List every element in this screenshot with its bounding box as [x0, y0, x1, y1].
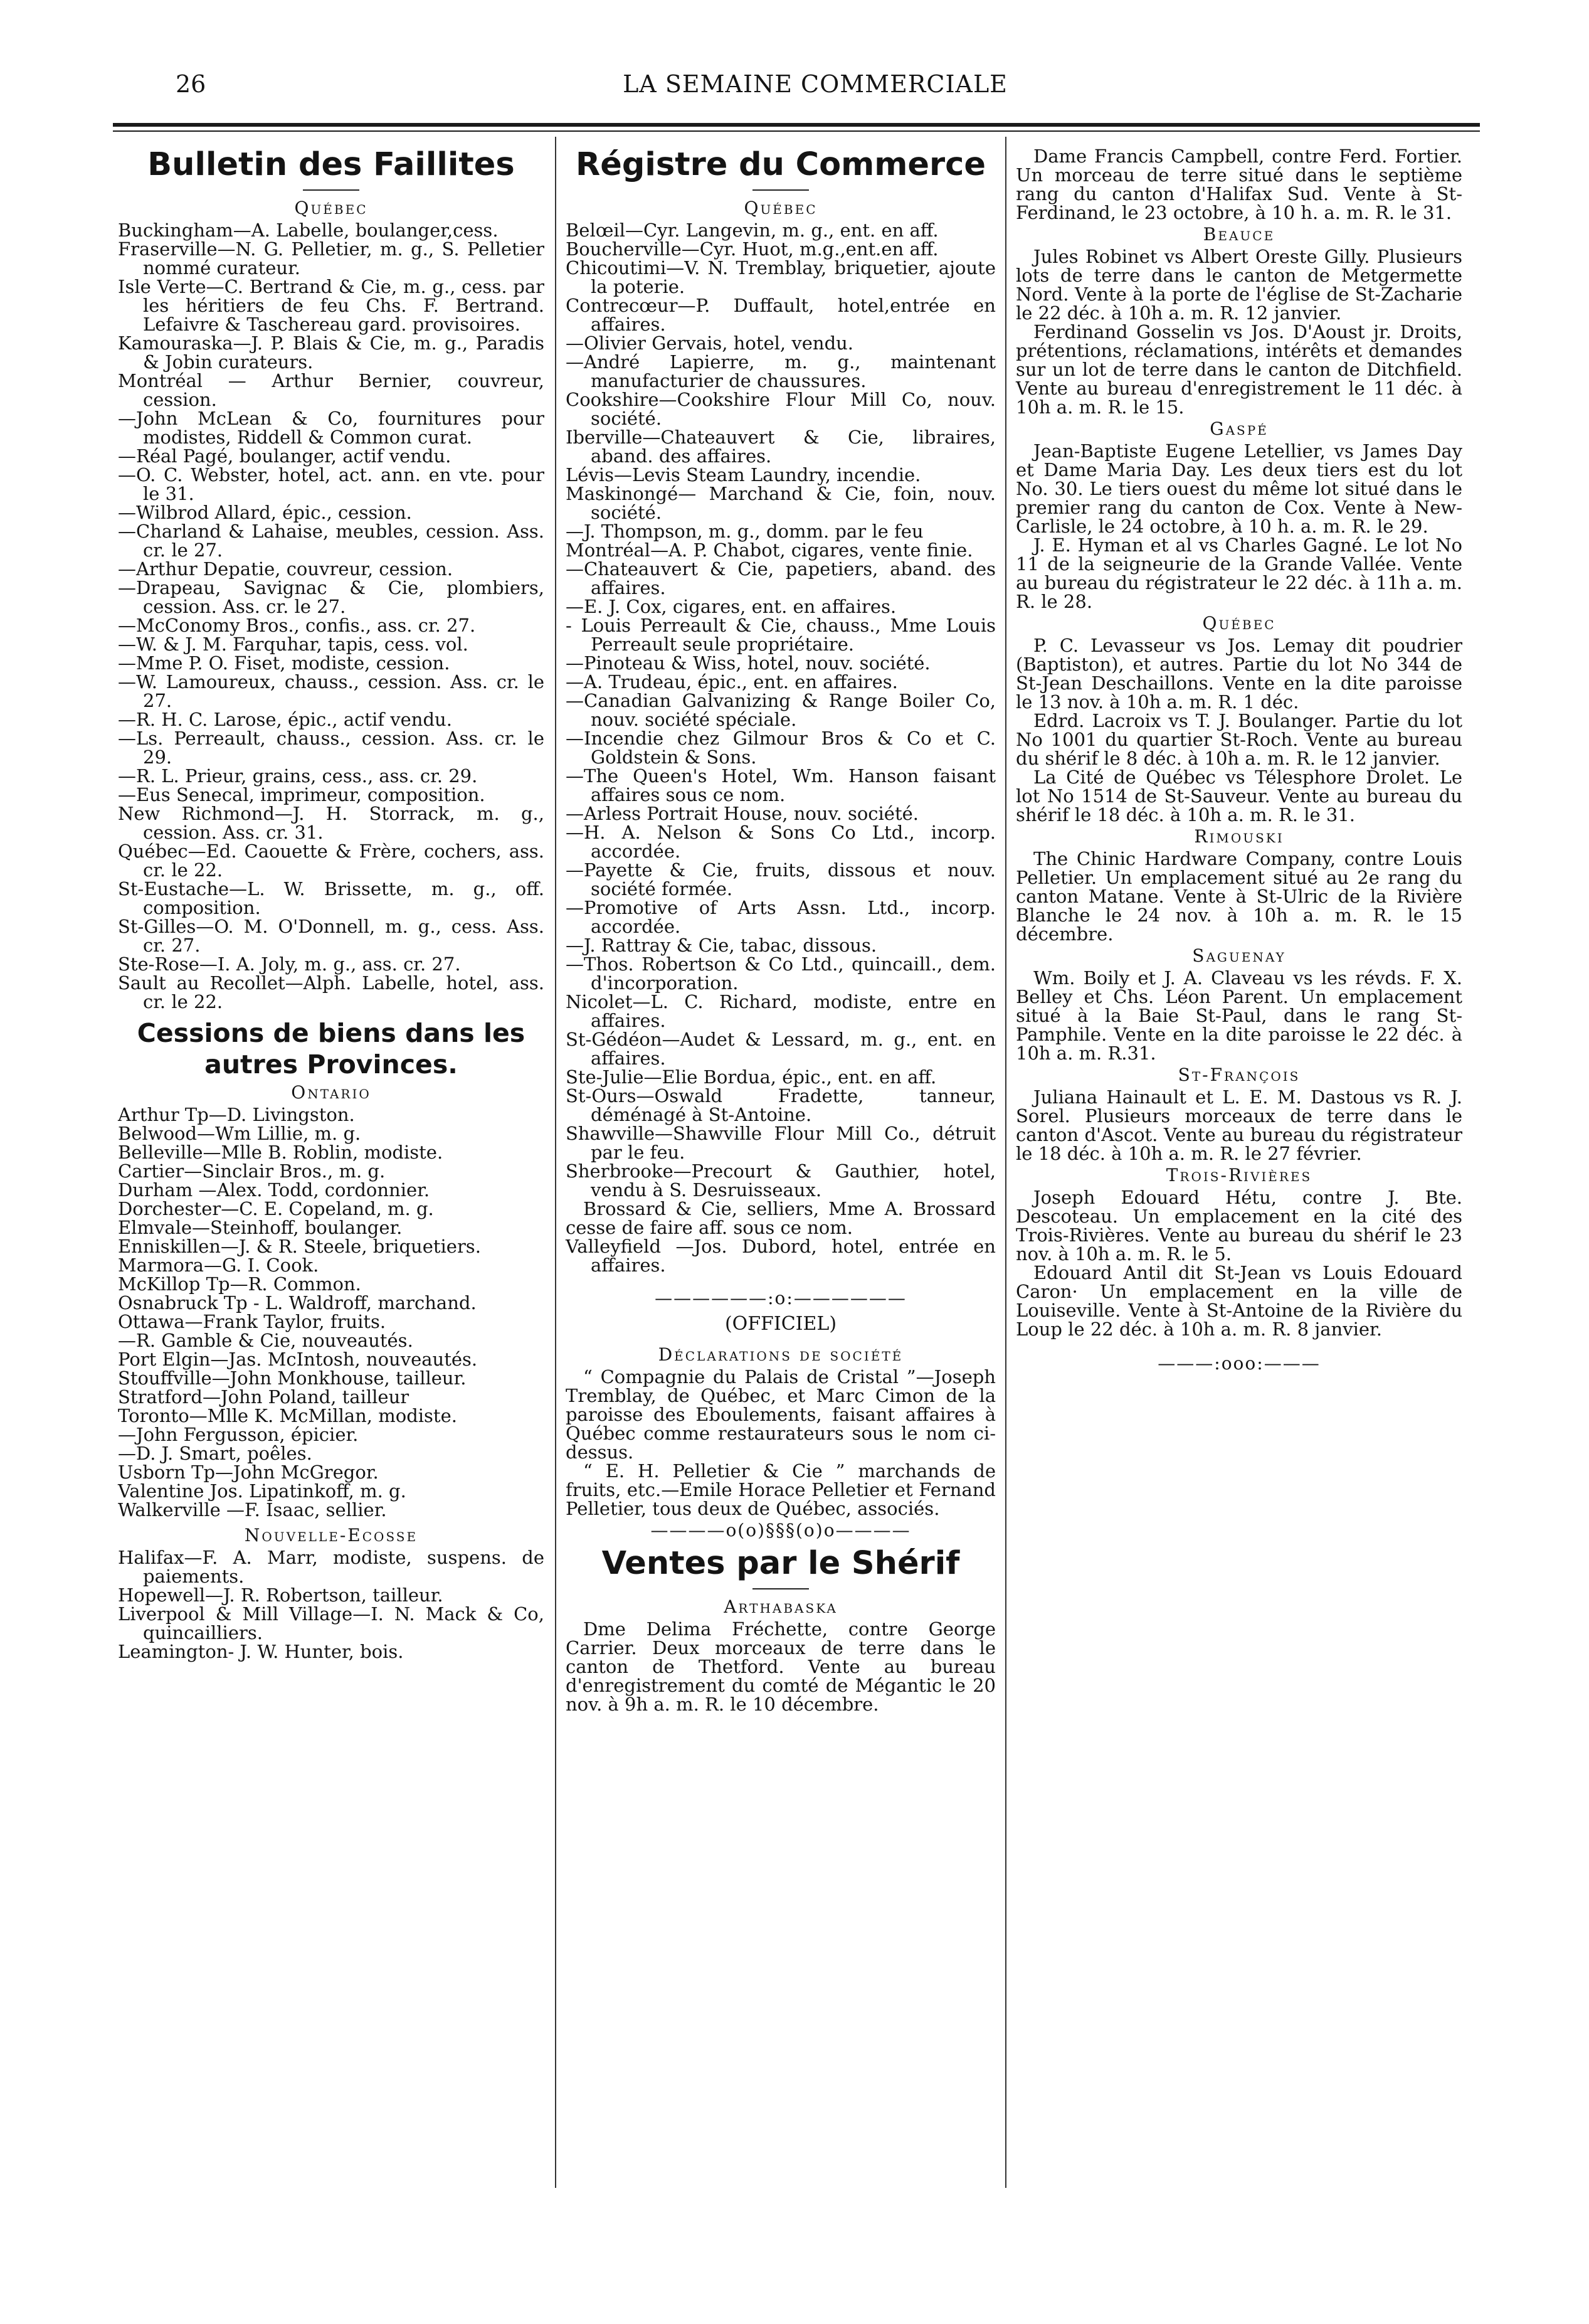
declaration-paragraph: “ Compagnie du Palais de Cristal ”—Joseph Tremblay, de Québec, et Marc Cimon de la paroisse des Eboulements, faisant affaires à Québec comme restaurateurs sous le nom ci-dessus.	[566, 1366, 996, 1463]
list-item: —Wilbrod Allard, épic., cession.	[118, 502, 412, 523]
st-francois-label: St-François	[1178, 1064, 1301, 1085]
gaspe-paragraph: Jean-Baptiste Eugene Letellier, vs James Day et Dame Maria Day. Les deux tiers est du lot No. 30. Le tiers ouest du même lot situé dans le premier rang du canton de Cox. Vente à New-Carlisle, le 24 octobre, à 10 h. a. m. R. le 29.	[1016, 440, 1462, 537]
gaspe-paragraph: J. E. Hyman et al vs Charles Gagné. Le lot No 11 de la seigneurie de la Grande Vallée. Vente au bureau du régistrateur le 22 déc. à 11h a. m. R. le 28.	[1016, 534, 1462, 612]
declarations-label: Déclarations de société	[658, 1344, 904, 1365]
list-item: Boucherville—Cyr. Huot, m.g.,ent.en aff.	[566, 238, 939, 260]
list-item: McKillop Tp—R. Common.	[118, 1273, 361, 1295]
list-item: Kamouraska—J. P. Blais & Cie, m. g., Paradis & Jobin curateurs.	[118, 332, 544, 373]
list-item: Arthur Tp—D. Livingston.	[118, 1104, 355, 1125]
faillites-heading: Bulletin des Faillites	[147, 146, 515, 183]
list-item: Hopewell—J. R. Robertson, tailleur.	[118, 1584, 443, 1606]
beauce-paragraph: Ferdinand Gosselin vs Jos. D'Aoust jr. Droits, prétentions, réclamations, intérêts et demandes sur un lot de terre dans le canton de Ditchfield. Vente au bureau d'enregistrement le 11 déc. à 10h a. m. R. le 15.	[1016, 321, 1462, 418]
list-item: St-Ours—Oswald Fradette, tanneur, déménagé à St-Antoine.	[566, 1085, 996, 1125]
registre-heading: Régistre du Commerce	[576, 146, 986, 183]
beauce-paragraph: Jules Robinet vs Albert Oreste Gilly. Plusieurs lots de terre dans le canton de Metgermette Nord. Vente à la porte de l'église de St-Zacharie le 22 déc. à 10h a. m. R. 12 janvier.	[1016, 246, 1462, 324]
arthabaska-paragraph: Dme Delima Fréchette, contre George Carrier. Deux morceaux de terre dans le canton de Thetford. Vente au bureau d'enregistrement du comté de Mégantic le 20 nov. à 9h a. m. R. le 10 décembre.	[566, 1618, 996, 1715]
list-item: Leamington- J. W. Hunter, bois.	[118, 1641, 404, 1662]
list-item: Stouffville—John Monkhouse, tailleur.	[118, 1367, 467, 1389]
end-ornament: ———:ooo:———	[1158, 1353, 1321, 1374]
list-item: —O. C. Webster, hotel, act. ann. en vte. pour le 31.	[118, 464, 544, 504]
heading-rule	[752, 1588, 809, 1589]
list-item: Toronto—Mlle K. McMillan, modiste.	[118, 1405, 457, 1426]
list-item: New Richmond—J. H. Storrack, m. g., cession. Ass. cr. 31.	[118, 803, 544, 843]
column-2	[566, 139, 996, 1714]
list-item: —H. A. Nelson & Sons Co Ltd., incorp. accordée.	[566, 822, 996, 862]
saguenay-label: Saguenay	[1192, 945, 1286, 966]
section-divider: ——————:o:——————	[655, 1288, 907, 1308]
list-item: Cookshire—Cookshire Flour Mill Co, nouv. société.	[566, 389, 996, 429]
list-item: Cartier—Sinclair Bros., m. g.	[118, 1160, 386, 1182]
list-item: —A. Trudeau, épic., ent. en affaires.	[566, 671, 898, 692]
list-item: —E. J. Cox, cigares, ent. en affaires.	[566, 596, 897, 617]
list-item: Durham —Alex. Todd, cordonnier.	[118, 1179, 430, 1201]
list-item: Valentine Jos. Lipatinkoff, m. g.	[118, 1480, 406, 1502]
list-item: —André Lapierre, m. g., maintenant manufacturier de chaussures.	[566, 351, 996, 391]
list-item: Dorchester—C. E. Copeland, m. g.	[118, 1198, 434, 1219]
list-item: Contrecœur—P. Duffault, hotel,entrée en affaires.	[566, 295, 996, 335]
list-item: —Olivier Gervais, hotel, vendu.	[566, 332, 854, 354]
list-item: Stratford—John Poland, tailleur	[118, 1386, 409, 1408]
column-divider-2	[1005, 137, 1006, 2188]
rimouski-label: Rimouski	[1194, 826, 1284, 847]
list-item: Shawville—Shawville Flour Mill Co., détruit par le feu.	[566, 1123, 996, 1163]
list-item: —R. Gamble & Cie, nouveautés.	[118, 1330, 413, 1351]
campbell-paragraph: Dame Francis Campbell, contre Ferd. Fortier. Un morceau de terre situé dans le septième rang du canton d'Halifax Sud. Vente à St-Ferdinand, le 23 octobre, à 10 h. a. m. R. le 31.	[1016, 146, 1462, 223]
list-item: Walkerville —F. Isaac, sellier.	[118, 1499, 387, 1520]
quebec-sales-label: Québec	[1202, 613, 1276, 634]
list-item: Elmvale—Steinhoff, boulanger.	[118, 1217, 403, 1238]
trois-rivieres-paragraph: Edouard Antil dit St-Jean vs Louis Edouard Caron· Un emplacement en la ville de Louiseville. Vente à St-Antoine de la Rivière du Loup le 22 déc. à 10h a. m. R. 8 janvier.	[1016, 1262, 1462, 1340]
ornament-divider: ————o(o)§§§(o)o————	[650, 1520, 911, 1541]
gaspe-label: Gaspé	[1210, 418, 1269, 439]
ontario-list	[118, 1105, 544, 1519]
list-item: —Chateauvert & Cie, papetiers, aband. des affaires.	[566, 558, 996, 598]
list-item: —The Queen's Hotel, Wm. Hanson faisant affaires sous ce nom.	[566, 765, 996, 805]
header-rule	[113, 123, 1480, 127]
list-item: —Pinoteau & Wiss, hotel, nouv. société.	[566, 652, 931, 674]
list-item: Sault au Recollet—Alph. Labelle, hotel, ass. cr. le 22.	[118, 972, 544, 1012]
list-item: —D. J. Smart, poêles.	[118, 1443, 312, 1464]
list-item: Liverpool & Mill Village—I. N. Mack & Co, quincailliers.	[118, 1603, 544, 1643]
list-item: Isle Verte—C. Bertrand & Cie, m. g., cess. par les héritiers de feu Chs. F. Bertrand. Lefaivre & Taschereau gard. provisoires.	[118, 276, 544, 335]
page-number: 26	[176, 70, 206, 98]
list-item: —John Fergusson, épicier.	[118, 1424, 359, 1445]
list-item: —Eus Senecal, imprimeur, composition.	[118, 784, 485, 805]
nouvelle-ecosse-list	[118, 1548, 544, 1661]
ontario-label: Ontario	[291, 1082, 371, 1103]
list-item: Usborn Tp—John McGregor.	[118, 1462, 379, 1483]
list-item: Nicolet—L. C. Richard, modiste, entre en affaires.	[566, 991, 996, 1031]
quebec-paragraph: P. C. Levasseur vs Jos. Lemay dit poudrier (Baptiston), et autres. Partie du lot No 344 de St-Jean Deschaillons. Vente en la dite paroisse le 13 nov. à 10h a. m. R. 1 déc.	[1016, 635, 1462, 713]
list-item: Montréal—A. P. Chabot, cigares, vente finie.	[566, 539, 973, 561]
heading-rule	[303, 189, 359, 191]
registre-quebec-label: Québec	[744, 198, 818, 218]
arthabaska-label: Arthabaska	[724, 1596, 838, 1617]
list-item: —R. H. C. Larose, épic., actif vendu.	[118, 709, 452, 730]
nouvelle-ecosse-label: Nouvelle-Ecosse	[244, 1525, 418, 1546]
list-item: Halifax—F. A. Marr, modiste, suspens. de paiements.	[118, 1547, 544, 1587]
list-item: —John McLean & Co, fournitures pour modistes, Riddell & Common curat.	[118, 408, 544, 448]
list-item: Port Elgin—Jas. McIntosh, nouveautés.	[118, 1349, 478, 1370]
st-francois-paragraph: Juliana Hainault et L. E. M. Dastous vs R. J. Sorel. Plusieurs morceaux de terre dans le canton d'Ascot. Vente au bureau du régistrateur le 18 déc. à 10h a. m. R. le 27 février.	[1016, 1086, 1462, 1164]
list-item: —Charland & Lahaise, meubles, cession. Ass. cr. le 27.	[118, 521, 544, 561]
list-item: —W. Lamoureux, chauss., cession. Ass. cr. le 27.	[118, 671, 544, 711]
list-item: Iberville—Chateauvert & Cie, libraires, aband. des affaires.	[566, 427, 996, 467]
list-item: —Ls. Perreault, chauss., cession. Ass. cr. le 29.	[118, 728, 544, 768]
list-item: Lévis—Levis Steam Laundry, incendie.	[566, 464, 921, 485]
list-item: Fraserville—N. G. Pelletier, m. g., S. Pelletier nommé curateur.	[118, 238, 544, 279]
running-title: LA SEMAINE COMMERCIALE	[623, 70, 1008, 98]
column-3	[1016, 139, 1462, 1376]
list-item: —Drapeau, Savignac & Cie, plombiers, cession. Ass. cr. le 27.	[118, 577, 544, 617]
cessions-heading: Cessions de biens dans les autres Provinces.	[137, 1018, 525, 1080]
list-item: —Arless Portrait House, nouv. société.	[566, 803, 919, 824]
list-item: —Mme P. O. Fiset, modiste, cession.	[118, 652, 450, 674]
registre-paragraph: Brossard & Cie, selliers, Mme A. Brossard cesse de faire aff. sous ce nom.	[566, 1198, 996, 1238]
list-item: Belœil—Cyr. Langevin, m. g., ent. en aff.	[566, 220, 939, 241]
trois-rivieres-label: Trois-Rivières	[1166, 1165, 1312, 1186]
list-item: —McConomy Bros., confis., ass. cr. 27.	[118, 615, 476, 636]
list-item: —Thos. Robertson & Co Ltd., quincaill., dem. d'incorporation.	[566, 953, 996, 994]
list-item: —W. & J. M. Farquhar, tapis, cess. vol.	[118, 634, 468, 655]
beauce-label: Beauce	[1203, 224, 1275, 245]
list-item: Belwood—Wm Lillie, m. g.	[118, 1123, 361, 1144]
list-item: Chicoutimi—V. N. Tremblay, briquetier, ajoute la poterie.	[566, 257, 996, 297]
list-item: Enniskillen—J. & R. Steele, briquetiers.	[118, 1236, 481, 1257]
quebec-paragraph: Edrd. Lacroix vs T. J. Boulanger. Partie du lot No 1001 du quartier St-Roch. Vente au bureau du shérif le 8 déc. à 10h a. m. R. le 12 janvier.	[1016, 710, 1462, 769]
list-item: St-Eustache—L. W. Brissette, m. g., off. composition.	[118, 878, 544, 918]
faillites-quebec-label: Québec	[294, 198, 368, 218]
list-item: - Louis Perreault & Cie, chauss., Mme Louis Perreault seule propriétaire.	[566, 615, 996, 655]
list-item: Osnabruck Tp - L. Waldroff, marchand.	[118, 1292, 477, 1313]
faillites-list	[118, 221, 544, 1011]
list-item: Ste-Julie—Elie Bordua, épic., ent. en aff.	[566, 1066, 937, 1088]
list-item: Ottawa—Frank Taylor, fruits.	[118, 1311, 386, 1332]
heading-rule	[752, 189, 809, 191]
list-item: —J. Thompson, m. g., domm. par le feu	[566, 521, 924, 542]
officiel-heading: (OFFICIEL)	[724, 1313, 837, 1335]
list-item: Marmora—G. I. Cook.	[118, 1255, 319, 1276]
list-item: Québec—Ed. Caouette & Frère, cochers, ass. cr. le 22.	[118, 841, 544, 881]
list-item: St-Gédéon—Audet & Lessard, m. g., ent. en affaires.	[566, 1029, 996, 1069]
list-item: —R. L. Prieur, grains, cess., ass. cr. 29.	[118, 765, 478, 787]
column-1	[118, 139, 544, 1661]
list-item: —Réal Pagé, boulanger, actif vendu.	[118, 445, 451, 467]
trois-rivieres-paragraph: Joseph Edouard Hétu, contre J. Bte. Descoteau. Un emplacement en la cité des Trois-Rivières. Vente au bureau du shérif le 23 nov. à 10h a. m. R. le 5.	[1016, 1187, 1462, 1265]
page-header	[176, 70, 1455, 108]
column-divider-1	[555, 137, 556, 2188]
list-item: Maskinongé— Marchand & Cie, foin, nouv. société.	[566, 483, 996, 523]
header-rule-thin	[113, 130, 1480, 132]
list-item: Ste-Rose—I. A. Joly, m. g., ass. cr. 27.	[118, 953, 461, 975]
list-item: Sherbrooke—Precourt & Gauthier, hotel, vendu à S. Desruisseaux.	[566, 1160, 996, 1201]
ventes-heading: Ventes par le Shérif	[601, 1545, 960, 1582]
list-item: Belleville—Mlle B. Roblin, modiste.	[118, 1142, 443, 1163]
list-item: —Arthur Depatie, couvreur, cession.	[118, 558, 453, 580]
rimouski-paragraph: The Chinic Hardware Company, contre Louis Pelletier. Un emplacement situé au 2e rang du canton Matane. Vente à St-Ulric de la Rivière Blanche le 24 nov. à 10h a. m. R. le 15 décembre.	[1016, 848, 1462, 945]
list-item: —J. Rattray & Cie, tabac, dissous.	[566, 935, 877, 956]
list-item: Buckingham—A. Labelle, boulanger,cess.	[118, 220, 499, 241]
list-item: —Incendie chez Gilmour Bros & Co et C. Goldstein & Sons.	[566, 728, 996, 768]
list-item: —Canadian Galvanizing & Range Boiler Co, nouv. société spéciale.	[566, 690, 996, 730]
declaration-paragraph: “ E. H. Pelletier & Cie ” marchands de fruits, etc.—Emile Horace Pelletier et Fernand Pelletier, tous deux de Québec, associés.	[566, 1460, 996, 1519]
saguenay-paragraph: Wm. Boily et J. A. Claveau vs les révds. F. X. Belley et Chs. Léon Parent. Un emplacement situé à la Baie St-Paul, dans le rang St-Pamphile. Vente en la dite paroisse le 22 déc. à 10h a. m. R.31.	[1016, 967, 1462, 1064]
list-item: —Promotive of Arts Assn. Ltd., incorp. accordée.	[566, 897, 996, 937]
list-item: St-Gilles—O. M. O'Donnell, m. g., cess. Ass. cr. 27.	[118, 916, 544, 956]
quebec-paragraph: La Cité de Québec vs Télesphore Drolet. Le lot No 1514 de St-Sauveur. Vente au bureau du shérif le 18 déc. à 10h a. m. R. le 31.	[1016, 767, 1462, 825]
registre-list	[566, 221, 996, 1199]
list-item: Montréal — Arthur Bernier, couvreur, cession.	[118, 370, 544, 410]
list-item: Valleyfield —Jos. Dubord, hotel, entrée en affaires.	[566, 1236, 996, 1276]
list-item: —Payette & Cie, fruits, dissous et nouv. société formée.	[566, 859, 996, 899]
